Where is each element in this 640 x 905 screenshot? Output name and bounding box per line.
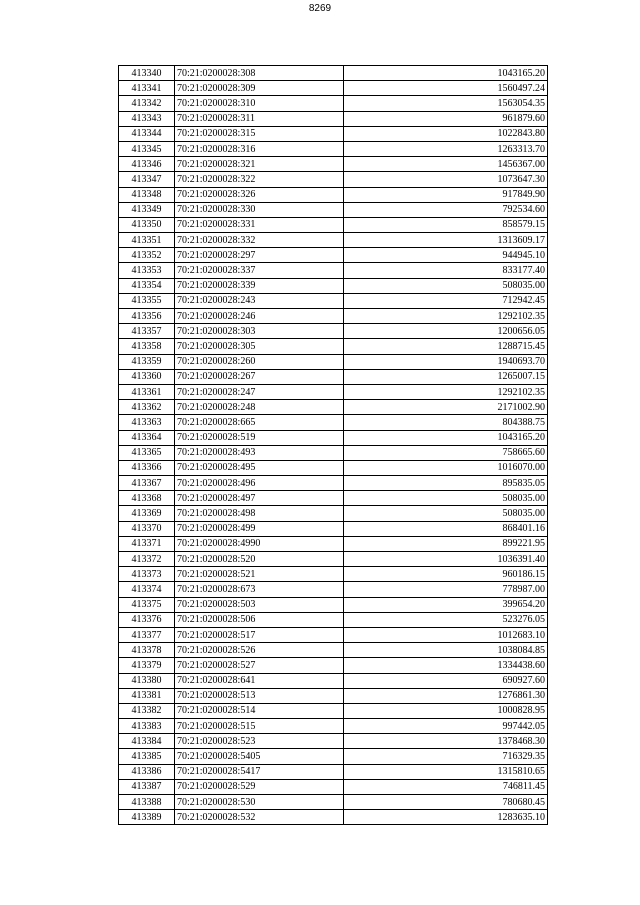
table-row bbox=[119, 202, 548, 217]
cadastral-value-cell: 1456367.00 bbox=[344, 157, 548, 172]
cadastral-value-cell: 778987.00 bbox=[344, 582, 548, 597]
cadastral-value-cell: 833177.40 bbox=[344, 263, 548, 278]
row-number-cell: 413375 bbox=[119, 597, 175, 612]
page-number: 8269 bbox=[308, 3, 332, 14]
row-number-cell: 413347 bbox=[119, 172, 175, 187]
cadastral-value-cell: 1563054.35 bbox=[344, 96, 548, 111]
cadastral-value-cell: 858579.15 bbox=[344, 217, 548, 232]
cadastral-number-cell: 70:21:0200028:311 bbox=[175, 111, 344, 126]
table-row bbox=[119, 400, 548, 415]
table-row bbox=[119, 688, 548, 703]
cadastral-number-cell: 70:21:0200028:521 bbox=[175, 567, 344, 582]
cadastral-value-cell: 944945.10 bbox=[344, 248, 548, 263]
table-row bbox=[119, 719, 548, 734]
cadastral-number-cell: 70:21:0200028:310 bbox=[175, 96, 344, 111]
table-row bbox=[119, 415, 548, 430]
table-row bbox=[119, 612, 548, 627]
cadastral-number-cell: 70:21:0200028:315 bbox=[175, 126, 344, 141]
cadastral-number-cell: 70:21:0200028:520 bbox=[175, 552, 344, 567]
cadastral-value-cell: 1265007.15 bbox=[344, 369, 548, 384]
cadastral-number-cell: 70:21:0200028:339 bbox=[175, 278, 344, 293]
table-row bbox=[119, 66, 548, 81]
cadastral-number-cell: 70:21:0200028:514 bbox=[175, 703, 344, 718]
cadastral-number-cell: 70:21:0200028:309 bbox=[175, 81, 344, 96]
cadastral-value-cell: 1292102.35 bbox=[344, 384, 548, 399]
cadastral-number-cell: 70:21:0200028:5417 bbox=[175, 764, 344, 779]
table-row bbox=[119, 536, 548, 551]
row-number-cell: 413378 bbox=[119, 643, 175, 658]
cadastral-value-cell: 917849.90 bbox=[344, 187, 548, 202]
cadastral-number-cell: 70:21:0200028:517 bbox=[175, 627, 344, 642]
cadastral-number-cell: 70:21:0200028:247 bbox=[175, 384, 344, 399]
row-number-cell: 413377 bbox=[119, 627, 175, 642]
table-row bbox=[119, 491, 548, 506]
table-row bbox=[119, 734, 548, 749]
row-number-cell: 413371 bbox=[119, 536, 175, 551]
cadastral-number-cell: 70:21:0200028:316 bbox=[175, 141, 344, 156]
row-number-cell: 413385 bbox=[119, 749, 175, 764]
cadastral-value-cell: 1283635.10 bbox=[344, 810, 548, 825]
cadastral-number-cell: 70:21:0200028:297 bbox=[175, 248, 344, 263]
table-row bbox=[119, 779, 548, 794]
table-row bbox=[119, 324, 548, 339]
row-number-cell: 413359 bbox=[119, 354, 175, 369]
table-row bbox=[119, 384, 548, 399]
table-row bbox=[119, 217, 548, 232]
cadastral-number-cell: 70:21:0200028:326 bbox=[175, 187, 344, 202]
table-row bbox=[119, 233, 548, 248]
row-number-cell: 413382 bbox=[119, 703, 175, 718]
row-number-cell: 413350 bbox=[119, 217, 175, 232]
cadastral-value-cell: 1038084.85 bbox=[344, 643, 548, 658]
row-number-cell: 413352 bbox=[119, 248, 175, 263]
cadastral-value-cell: 523276.05 bbox=[344, 612, 548, 627]
row-number-cell: 413365 bbox=[119, 445, 175, 460]
table-row bbox=[119, 521, 548, 536]
cadastral-value-cell: 1378468.30 bbox=[344, 734, 548, 749]
cadastral-number-cell: 70:21:0200028:665 bbox=[175, 415, 344, 430]
row-number-cell: 413349 bbox=[119, 202, 175, 217]
cadastral-number-cell: 70:21:0200028:260 bbox=[175, 354, 344, 369]
cadastral-value-cell: 399654.20 bbox=[344, 597, 548, 612]
cadastral-value-table bbox=[118, 65, 548, 825]
cadastral-value-cell: 1313609.17 bbox=[344, 233, 548, 248]
table-row bbox=[119, 597, 548, 612]
row-number-cell: 413340 bbox=[119, 66, 175, 81]
cadastral-value-cell: 1016070.00 bbox=[344, 460, 548, 475]
cadastral-value-cell: 690927.60 bbox=[344, 673, 548, 688]
cadastral-number-cell: 70:21:0200028:337 bbox=[175, 263, 344, 278]
cadastral-number-cell: 70:21:0200028:503 bbox=[175, 597, 344, 612]
cadastral-value-cell: 997442.05 bbox=[344, 719, 548, 734]
cadastral-value-cell: 1315810.65 bbox=[344, 764, 548, 779]
row-number-cell: 413380 bbox=[119, 673, 175, 688]
cadastral-number-cell: 70:21:0200028:330 bbox=[175, 202, 344, 217]
cadastral-number-cell: 70:21:0200028:499 bbox=[175, 521, 344, 536]
cadastral-number-cell: 70:21:0200028:322 bbox=[175, 172, 344, 187]
table-row bbox=[119, 172, 548, 187]
cadastral-number-cell: 70:21:0200028:506 bbox=[175, 612, 344, 627]
cadastral-number-cell: 70:21:0200028:497 bbox=[175, 491, 344, 506]
row-number-cell: 413366 bbox=[119, 460, 175, 475]
cadastral-value-cell: 1292102.35 bbox=[344, 309, 548, 324]
table-row bbox=[119, 460, 548, 475]
cadastral-value-cell: 1334438.60 bbox=[344, 658, 548, 673]
table-row bbox=[119, 354, 548, 369]
table-row bbox=[119, 309, 548, 324]
row-number-cell: 413387 bbox=[119, 779, 175, 794]
cadastral-value-cell: 746811.45 bbox=[344, 779, 548, 794]
table-row bbox=[119, 476, 548, 491]
row-number-cell: 413386 bbox=[119, 764, 175, 779]
table-row bbox=[119, 126, 548, 141]
cadastral-value-cell: 1012683.10 bbox=[344, 627, 548, 642]
cadastral-number-cell: 70:21:0200028:523 bbox=[175, 734, 344, 749]
table-row bbox=[119, 506, 548, 521]
table-row bbox=[119, 81, 548, 96]
cadastral-value-cell: 960186.15 bbox=[344, 567, 548, 582]
cadastral-value-cell: 508035.00 bbox=[344, 491, 548, 506]
cadastral-value-cell: 712942.45 bbox=[344, 293, 548, 308]
cadastral-value-cell: 1043165.20 bbox=[344, 430, 548, 445]
cadastral-number-cell: 70:21:0200028:496 bbox=[175, 476, 344, 491]
row-number-cell: 413346 bbox=[119, 157, 175, 172]
table-row bbox=[119, 369, 548, 384]
cadastral-number-cell: 70:21:0200028:246 bbox=[175, 309, 344, 324]
cadastral-value-cell: 961879.60 bbox=[344, 111, 548, 126]
cadastral-number-cell: 70:21:0200028:308 bbox=[175, 66, 344, 81]
cadastral-value-cell: 792534.60 bbox=[344, 202, 548, 217]
row-number-cell: 413384 bbox=[119, 734, 175, 749]
cadastral-value-cell: 1022843.80 bbox=[344, 126, 548, 141]
table-row bbox=[119, 278, 548, 293]
cadastral-value-cell: 1560497.24 bbox=[344, 81, 548, 96]
cadastral-number-cell: 70:21:0200028:5405 bbox=[175, 749, 344, 764]
row-number-cell: 413374 bbox=[119, 582, 175, 597]
table-row bbox=[119, 673, 548, 688]
row-number-cell: 413345 bbox=[119, 141, 175, 156]
row-number-cell: 413369 bbox=[119, 506, 175, 521]
table-row bbox=[119, 339, 548, 354]
cadastral-number-cell: 70:21:0200028:4990 bbox=[175, 536, 344, 551]
row-number-cell: 413362 bbox=[119, 400, 175, 415]
cadastral-number-cell: 70:21:0200028:303 bbox=[175, 324, 344, 339]
row-number-cell: 413354 bbox=[119, 278, 175, 293]
row-number-cell: 413364 bbox=[119, 430, 175, 445]
row-number-cell: 413342 bbox=[119, 96, 175, 111]
table-row bbox=[119, 157, 548, 172]
cadastral-number-cell: 70:21:0200028:267 bbox=[175, 369, 344, 384]
table-row bbox=[119, 749, 548, 764]
row-number-cell: 413351 bbox=[119, 233, 175, 248]
cadastral-number-cell: 70:21:0200028:530 bbox=[175, 795, 344, 810]
cadastral-number-cell: 70:21:0200028:321 bbox=[175, 157, 344, 172]
cadastral-number-cell: 70:21:0200028:641 bbox=[175, 673, 344, 688]
table-row bbox=[119, 627, 548, 642]
row-number-cell: 413361 bbox=[119, 384, 175, 399]
cadastral-value-cell: 1263313.70 bbox=[344, 141, 548, 156]
row-number-cell: 413360 bbox=[119, 369, 175, 384]
row-number-cell: 413348 bbox=[119, 187, 175, 202]
row-number-cell: 413358 bbox=[119, 339, 175, 354]
cadastral-number-cell: 70:21:0200028:243 bbox=[175, 293, 344, 308]
table-row bbox=[119, 795, 548, 810]
cadastral-value-cell: 895835.05 bbox=[344, 476, 548, 491]
cadastral-value-cell: 508035.00 bbox=[344, 278, 548, 293]
row-number-cell: 413356 bbox=[119, 309, 175, 324]
table-row bbox=[119, 111, 548, 126]
cadastral-value-cell: 1940693.70 bbox=[344, 354, 548, 369]
cadastral-value-cell: 1043165.20 bbox=[344, 66, 548, 81]
cadastral-value-cell: 780680.45 bbox=[344, 795, 548, 810]
cadastral-number-cell: 70:21:0200028:526 bbox=[175, 643, 344, 658]
row-number-cell: 413355 bbox=[119, 293, 175, 308]
cadastral-number-cell: 70:21:0200028:305 bbox=[175, 339, 344, 354]
table-row bbox=[119, 703, 548, 718]
row-number-cell: 413381 bbox=[119, 688, 175, 703]
cadastral-number-cell: 70:21:0200028:673 bbox=[175, 582, 344, 597]
table-row bbox=[119, 445, 548, 460]
row-number-cell: 413389 bbox=[119, 810, 175, 825]
table-body bbox=[119, 66, 548, 825]
cadastral-number-cell: 70:21:0200028:331 bbox=[175, 217, 344, 232]
table-row bbox=[119, 248, 548, 263]
row-number-cell: 413373 bbox=[119, 567, 175, 582]
row-number-cell: 413341 bbox=[119, 81, 175, 96]
row-number-cell: 413368 bbox=[119, 491, 175, 506]
cadastral-number-cell: 70:21:0200028:498 bbox=[175, 506, 344, 521]
table-row bbox=[119, 552, 548, 567]
table-row bbox=[119, 643, 548, 658]
cadastral-value-cell: 899221.95 bbox=[344, 536, 548, 551]
cadastral-number-cell: 70:21:0200028:332 bbox=[175, 233, 344, 248]
table-row bbox=[119, 263, 548, 278]
row-number-cell: 413344 bbox=[119, 126, 175, 141]
table-row bbox=[119, 96, 548, 111]
row-number-cell: 413383 bbox=[119, 719, 175, 734]
cadastral-number-cell: 70:21:0200028:527 bbox=[175, 658, 344, 673]
cadastral-number-cell: 70:21:0200028:515 bbox=[175, 719, 344, 734]
table-row bbox=[119, 430, 548, 445]
row-number-cell: 413367 bbox=[119, 476, 175, 491]
cadastral-value-cell: 804388.75 bbox=[344, 415, 548, 430]
cadastral-value-cell: 716329.35 bbox=[344, 749, 548, 764]
row-number-cell: 413353 bbox=[119, 263, 175, 278]
cadastral-number-cell: 70:21:0200028:513 bbox=[175, 688, 344, 703]
table-row bbox=[119, 582, 548, 597]
row-number-cell: 413372 bbox=[119, 552, 175, 567]
cadastral-number-cell: 70:21:0200028:495 bbox=[175, 460, 344, 475]
table-row bbox=[119, 293, 548, 308]
cadastral-value-cell: 758665.60 bbox=[344, 445, 548, 460]
table-row bbox=[119, 187, 548, 202]
row-number-cell: 413370 bbox=[119, 521, 175, 536]
cadastral-value-cell: 2171002.90 bbox=[344, 400, 548, 415]
cadastral-value-cell: 1036391.40 bbox=[344, 552, 548, 567]
row-number-cell: 413388 bbox=[119, 795, 175, 810]
table-row bbox=[119, 764, 548, 779]
cadastral-value-cell: 868401.16 bbox=[344, 521, 548, 536]
cadastral-number-cell: 70:21:0200028:519 bbox=[175, 430, 344, 445]
cadastral-value-cell: 1000828.95 bbox=[344, 703, 548, 718]
row-number-cell: 413379 bbox=[119, 658, 175, 673]
table-row bbox=[119, 141, 548, 156]
cadastral-number-cell: 70:21:0200028:493 bbox=[175, 445, 344, 460]
table-row bbox=[119, 567, 548, 582]
row-number-cell: 413363 bbox=[119, 415, 175, 430]
cadastral-value-cell: 1276861.30 bbox=[344, 688, 548, 703]
cadastral-number-cell: 70:21:0200028:248 bbox=[175, 400, 344, 415]
cadastral-value-cell: 1200656.05 bbox=[344, 324, 548, 339]
table-row bbox=[119, 810, 548, 825]
cadastral-value-cell: 508035.00 bbox=[344, 506, 548, 521]
row-number-cell: 413343 bbox=[119, 111, 175, 126]
cadastral-value-cell: 1073647.30 bbox=[344, 172, 548, 187]
cadastral-number-cell: 70:21:0200028:532 bbox=[175, 810, 344, 825]
cadastral-number-cell: 70:21:0200028:529 bbox=[175, 779, 344, 794]
cadastral-value-cell: 1288715.45 bbox=[344, 339, 548, 354]
row-number-cell: 413376 bbox=[119, 612, 175, 627]
row-number-cell: 413357 bbox=[119, 324, 175, 339]
table-row bbox=[119, 658, 548, 673]
